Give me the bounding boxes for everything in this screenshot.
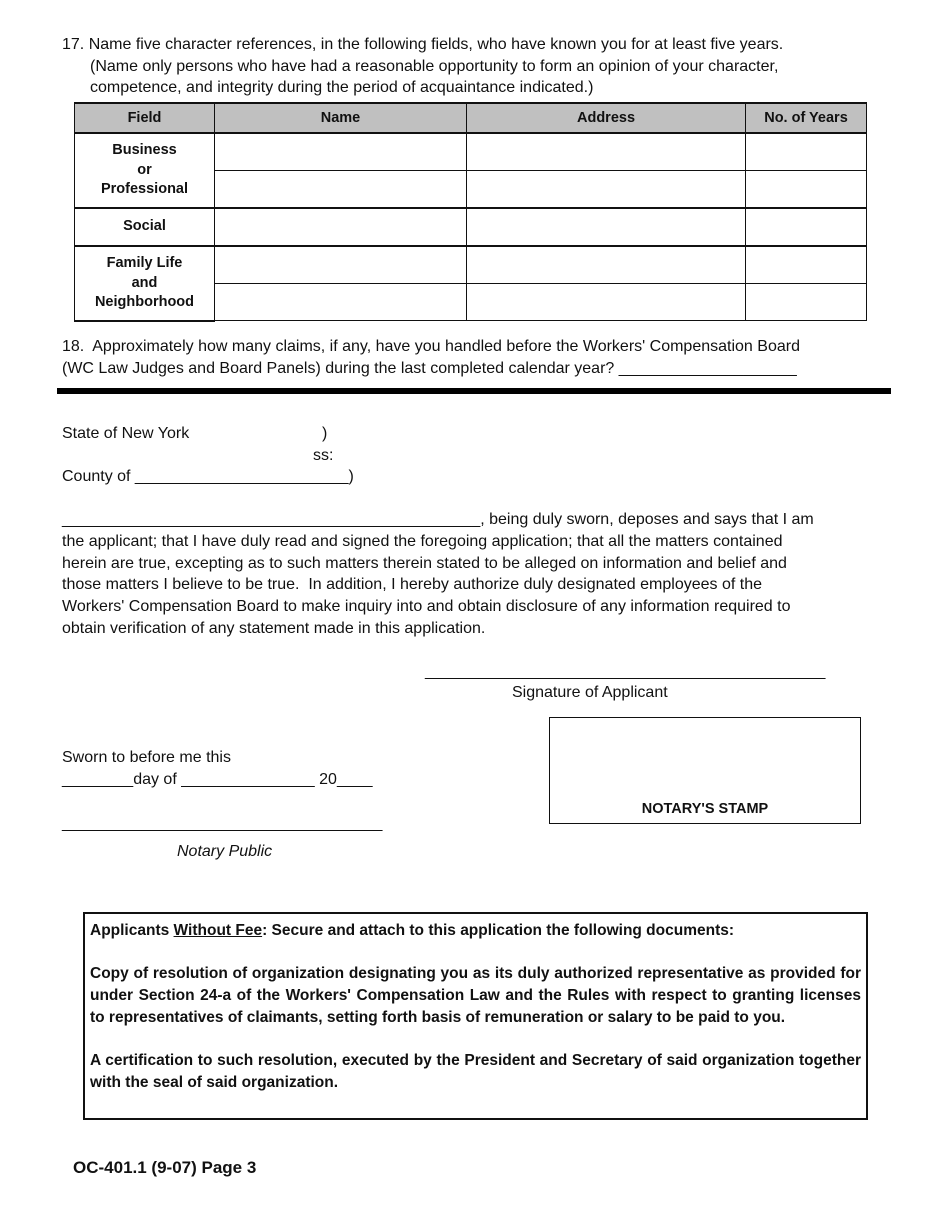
years-cell[interactable] [746,284,867,321]
name-cell[interactable] [215,171,467,209]
sworn-date-line[interactable]: ________day of _______________ 20____ [62,771,373,788]
venue-county: County of ________________________) [62,468,354,485]
name-cell[interactable] [215,246,467,284]
field-label: and [131,274,158,291]
years-cell[interactable] [746,133,867,171]
q17-text: (Name only persons who have had a reasonable opportunity to form an opinion of your character, [90,58,779,75]
form-number: OC-401.1 (9-07) Page 3 [73,1158,257,1177]
notary-stamp-label: NOTARY'S STAMP [641,801,769,817]
table-row [75,246,867,284]
table-row [75,133,867,171]
affidavit-line: those matters I believe to be true. In addition, I hereby authorize duly designated employees of the [62,576,762,593]
signature-line[interactable]: _____________________________________________ [425,663,826,680]
name-cell[interactable] [215,133,467,171]
field-family [75,246,215,321]
field-label: or [137,161,152,178]
applicants-notice-box [83,912,868,1120]
notary-stamp-box [549,717,861,824]
years-cell[interactable] [746,208,867,246]
field-social: Social [75,208,215,246]
field-label: Business [112,142,177,159]
q18-text: (WC Law Judges and Board Panels) during the last completed calendar year? ____________________ [62,360,797,377]
address-cell[interactable] [467,284,746,321]
notice-paragraph: Copy of resolution of organization designating you as its duly authorized representative as provided for under Section 24-a of the Workers' Compensation Law and the Rules with respect to granting licenses to representatives of claimants, setting forth basis of remuneration or salary to be paid to you. [90,965,861,1026]
header-name: Name [215,103,467,133]
notice-emphasis: Without Fee [173,922,263,939]
venue-paren: ) [322,425,328,442]
table-row [75,208,867,246]
affidavit-line: herein are true, excepting as to such matters therein stated to be alleged on information and belief and [62,555,787,572]
sworn-text: Sworn to before me this [62,749,231,766]
notice-heading [90,920,861,942]
name-cell[interactable] [215,284,467,321]
address-cell[interactable] [467,246,746,284]
affidavit-line: the applicant; that I have duly read and signed the foregoing application; that all the matters contained [62,533,783,550]
notary-signature-line[interactable]: ____________________________________ [62,815,383,832]
field-label: Professional [100,181,189,198]
references-table [74,102,867,322]
table-header [75,103,867,133]
field-label: Family Life [106,255,183,271]
address-cell[interactable] [467,133,746,171]
affidavit-line: obtain verification of any statement made in this application. [62,620,486,637]
name-cell[interactable] [215,208,467,246]
notice-text: Applicants [90,922,174,939]
years-cell[interactable] [746,171,867,209]
q17-text: 17. Name five character references, in the following fields, who have known you for at least five years. [62,36,784,53]
affidavit-line: Workers' Compensation Board to make inquiry into and obtain disclosure of any information required to [62,598,791,615]
address-cell[interactable] [467,171,746,209]
header-field: Field [75,103,215,133]
section-divider [57,388,891,394]
header-years: No. of Years [746,103,867,133]
notary-label: Notary Public [177,843,273,860]
notice-text: : Secure and attach to this application the following documents: [262,922,735,939]
field-label: Neighborhood [94,294,195,310]
q17-text: competence, and integrity during the period of acquaintance indicated.) [90,79,594,96]
affidavit-line: _______________________________________________, being duly sworn, deposes and says that I am [62,511,814,528]
venue-ss: ss: [313,447,334,464]
address-cell[interactable] [467,208,746,246]
years-cell[interactable] [746,246,867,284]
q18-text: 18. Approximately how many claims, if any, have you handled before the Workers' Compensation Board [62,338,800,355]
header-address: Address [467,103,746,133]
venue-state: State of New York [62,425,190,442]
signature-label: Signature of Applicant [512,684,668,701]
field-business [75,133,215,208]
notice-paragraph: A certification to such resolution, executed by the President and Secretary of said organization together with the seal of said organization. [90,1052,861,1091]
